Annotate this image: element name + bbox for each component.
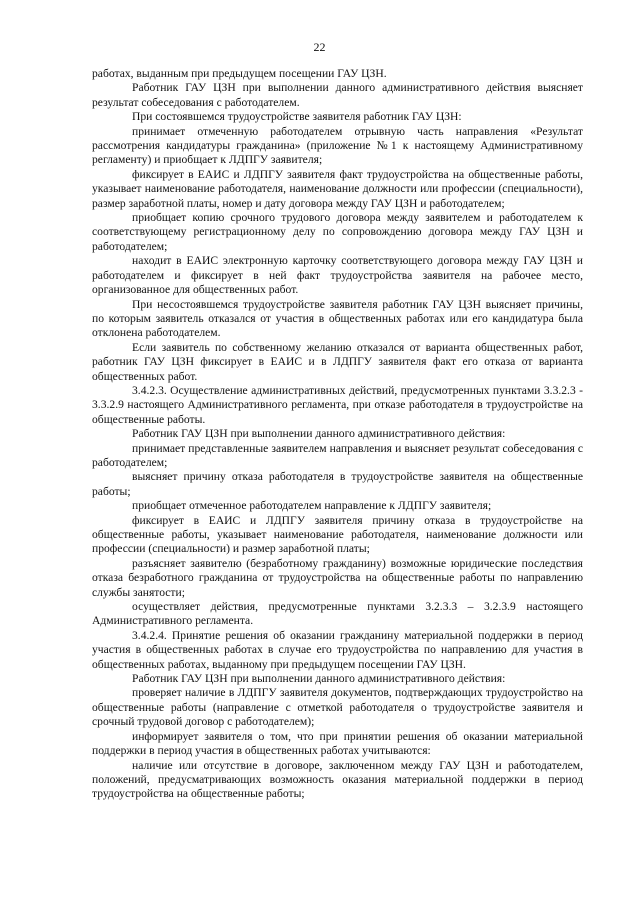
paragraph: проверяет наличие в ЛДПГУ заявителя документов, подтверждающих трудоустройство на общественные работы (направление с отметкой работодателя о трудоустройстве заявителя и срочный трудовой договор с работодателем); [92, 686, 583, 729]
paragraph: При несостоявшемся трудоустройстве заявителя работник ГАУ ЦЗН выясняет причины, по которым заявитель отказался от участия в общественных работах или его кандидатура была отклонена работодателем. [92, 297, 583, 340]
paragraph: находит в ЕАИС электронную карточку соответствующего договора между ГАУ ЦЗН и работодателем и фиксирует в ней факт трудоустройства заявителя на рабочее место, организованное для общественных работ. [92, 254, 583, 297]
document-body [92, 67, 583, 802]
paragraph: приобщает копию срочного трудового договора между заявителем и работодателем к соответствующему регистрационному делу по сопровождению договора между ГАУ ЦЗН и работодателем; [92, 211, 583, 253]
paragraph: При состоявшемся трудоустройстве заявителя работник ГАУ ЦЗН: [132, 110, 462, 124]
paragraph: 3.4.2.4. Принятие решения об оказании гражданину материальной поддержки в период участия в общественных работах в случае его трудоустройства по направлению для участия в общественных работах, выданному при предыдущем посещении ГАУ ЦЗН. [92, 628, 583, 671]
paragraph: Если заявитель по собственному желанию отказался от варианта общественных работ, работник ГАУ ЦЗН фиксирует в ЕАИС и в ЛДПГУ заявителя факт его отказа от варианта общественных работ. [92, 340, 583, 383]
paragraph: Работник ГАУ ЦЗН при выполнении данного административного действия: [132, 427, 506, 441]
paragraph: информирует заявителя о том, что при принятии решения об оказании материальной поддержки в период участия в общественных работах учитываются: [92, 729, 583, 758]
page-number: 22 [313, 40, 326, 54]
paragraph: Работник ГАУ ЦЗН при выполнении данного административного действия: [132, 672, 506, 686]
paragraph: выясняет причину отказа работодателя в трудоустройстве заявителя на общественные работы; [92, 470, 583, 498]
paragraph: принимает представленные заявителем направления и выясняет результат собеседования с работодателем; [92, 441, 583, 469]
paragraph: работах, выданным при предыдущем посещении ГАУ ЦЗН. [92, 67, 387, 80]
paragraph: приобщает отмеченное работодателем направление к ЛДПГУ заявителя; [132, 499, 492, 513]
paragraph: наличие или отсутствие в договоре, заключенном между ГАУ ЦЗН и работодателем, положений, предусматривающих возможность оказания материальной поддержки в период трудоустройства на общественные работы; [92, 758, 583, 801]
paragraph: фиксирует в ЕАИС и ЛДПГУ заявителя факт трудоустройства на общественные работы, указывает наименование работодателя, наименование должности или профессии (специальности), размер заработной платы, номер и дату договора между ГАУ ЦЗН и работодателем; [92, 167, 583, 210]
paragraph: фиксирует в ЕАИС и ЛДПГУ заявителя причину отказа в трудоустройстве на общественные работы, указывает наименование работодателя, наименование должности или профессии (специальности) и размер заработной платы; [92, 513, 583, 556]
paragraph: осуществляет действия, предусмотренные пунктами 3.2.3.3 – 3.2.3.9 настоящего Административного регламента. [92, 600, 583, 628]
paragraph: 3.4.2.3. Осуществление административных действий, предусмотренных пунктами 3.3.2.3 - 3.3.2.9 настоящего Административного регламента, при отказе работодателя в трудоустройстве на общественные работы. [92, 383, 583, 426]
paragraph: принимает отмеченную работодателем отрывную часть направления «Результат рассмотрения кандидатуры гражданина» (приложение №1 к настоящему Административному регламенту) и приобщает к ЛДПГУ заявителя; [92, 124, 583, 167]
paragraph: Работник ГАУ ЦЗН при выполнении данного административного действия выясняет результат собеседования с работодателем. [92, 81, 583, 109]
paragraph: разъясняет заявителю (безработному гражданину) возможные юридические последствия отказа безработного гражданина от трудоустройства на общественные работы по направлению службы занятости; [92, 556, 583, 599]
